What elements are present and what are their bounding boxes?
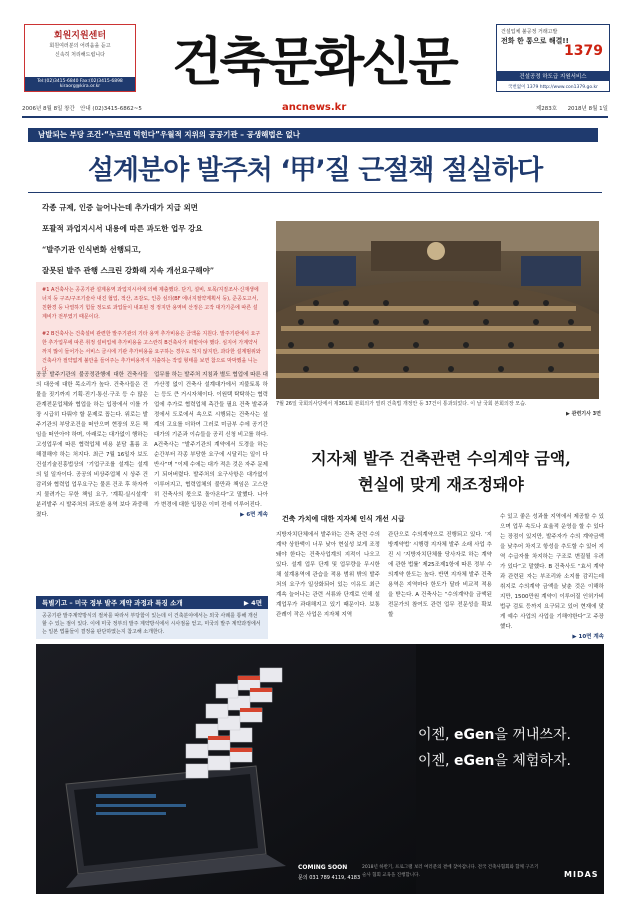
case-box-2: #2 B건축사는 건축설비 관련한 발주기관의 기타 용역 추가비용은 금액을 지원다. 발주기관에서 요구한 추가업무에 따른 취정 설비업체 추가비용을 고스란히 B건축사가 떠맡아야 했다. 심지어 가계약서까지 많이 들어가는 서비스 금시에 기관 추가비용을 요구하는 경우도 적지 않지만, 과다한 설계범위와 건축사가 절약없게 불만을 들어주는 추가비용까지 지출하는 작업 형태를 보면 참으로 막막했을 니는다. bbox=[36, 326, 268, 379]
second-subhead: 건축 가치에 대한 지자체 인식 개선 시급 bbox=[282, 514, 405, 523]
subheads bbox=[42, 197, 272, 281]
second-continue-ref[interactable]: ▶ 10면 계속 bbox=[572, 634, 604, 640]
second-col1 bbox=[276, 530, 380, 620]
site-url[interactable]: ancnews.kr bbox=[282, 102, 347, 113]
photo-related-ref[interactable]: ▶ 관련기사 3면 bbox=[566, 411, 601, 417]
main-headline: 설계분야 발주처 ‘甲’질 근절책 절실하다 bbox=[87, 155, 543, 186]
member-support-line: 신속히 처리해드립니다 bbox=[55, 52, 105, 58]
special-contribution-body: 공공기관 발주계약방식의 절차를 따라서 부당함이 있는데 이 건축분야에서는 외국 사례를 통해 개선할 수 있는 점이 있다. 이에 미국 정부의 발주 계약방식에서 시사점을 얻고, 미국의 발주 계약과정에서는 일본 법률들이 결정을 판단하였는지 참고해 소개한다. bbox=[36, 609, 268, 639]
subhead: 잘못된 발주 관행 스크린 강화해 지속 개선요구해야” bbox=[42, 266, 215, 275]
hotline-number: 1379 bbox=[564, 43, 603, 59]
special-contribution-header bbox=[36, 596, 268, 609]
lead-body-text3: A건축사는 “발주기관의 계약에서 도경을 하는 순간부터 각종 부당한 요구에 시달리는 일이 다반사”며 “이제 수에는 대가 적은 것은 자주 문제기 되어버렸다. 발주처의 요구사항은 대가없이 이루어지고, 협력업체의 불만과 책임은 고스란히 건축사의 몫으로 돌아온다”고 말했다. 나아가 변경에 대한 입장은 이미 전에 이루어진다. bbox=[154, 442, 268, 508]
ad-coming-soon: COMING SOON bbox=[298, 864, 348, 871]
member-support-title: 회원지원센터 bbox=[25, 25, 135, 41]
member-support-contact: Tel:(02)3415-6840 Fax:(02)3415-6898 kiraorg@kira.or.kr bbox=[25, 77, 135, 91]
ad-slogan-1: 이젠, eGen을 꺼내쓰자. bbox=[418, 727, 571, 743]
issue-and-date: 제283호 2018년 8월 1일 bbox=[535, 106, 608, 112]
kicker: 남발되는 부당 조건·“누르면 먹힌다”우월적 지위의 공공기관 – 공생해법은 없나 bbox=[28, 128, 598, 142]
special-contribution-box bbox=[36, 596, 268, 644]
second-headline bbox=[276, 446, 606, 498]
second-col3 bbox=[500, 512, 604, 642]
subhead: 각종 규제, 인증 늘어나는데 추가대가 지급 외면 bbox=[42, 203, 198, 212]
ad-graphic bbox=[36, 644, 416, 894]
midas-logo: MIDAS bbox=[564, 870, 599, 879]
paper-title: 건축문화신문 bbox=[172, 33, 456, 93]
subhead: 포괄적 과업지시서 내용에 따른 과도한 업무 강요 bbox=[42, 224, 203, 233]
ad-slogan-2: 이젠, eGen을 체험하자. bbox=[418, 753, 571, 769]
second-headline-line2: 현실에 맞게 재조정돼야 bbox=[358, 475, 524, 494]
newspaper-page bbox=[14, 14, 616, 898]
second-col2-text: 관단으로 수의계약으로 진행되고 있다. ‘지방계약법’ 시행령 지자체 발주 소래 사업 추진 시 ‘지방자치단체를 당사자로 하는 계약에 관한 법률’ 제25조제1항에 따른 정부 수의계약 한도는 높다. 반면 지자체 발주 건축 용역은 지역마다 한도가 달라 비교적 적용을 받는다. bbox=[388, 532, 492, 598]
lead-continue-ref[interactable]: ▶ 6면 계속 bbox=[240, 512, 268, 518]
case-box-1: #1 A건축사는 공공기관 설계용역 과업지시서에 의해 제출했다. 단기, 설비, 토목/지질조사·신재생에너지 등 구조/구조기술사 내진 협업, 적산, 조감도, 인증 심의(BF 에너지절약계획서 등), 준공도고서, 친환경 등 나열하기 힘들 정도로 과업들이 내포된 정 정지만 용역비 산정은 고작 대가기준에 따른 설계비가 전부였기 때문이다. bbox=[36, 282, 268, 326]
headline-rule bbox=[28, 192, 602, 193]
hotline-ad-box bbox=[496, 24, 610, 92]
lead-body-text: 공공 발주기관의 불공정관행에 대한 건축사들의 대응에 대한 목소리가 높다. 건축사들은 건물을 짓기까지 기획·진기·통신·구조 등 수 많은 관계전문업체와 협업을 하는 입장에서 이를 가장 시급히 다뤄야 할 문제로 꼽는다. 위로는 발주기관의 부당조건을 떠안으며 현장의 모든 책임을 떠안아야 하며, 아래로는 대가없이 행하는 고성업무에 따른 협력업체 비용 분담 흘름 조 해결해야 하는 처지다. 최근 7월 16일자 보도 건설기술진흥법상의 ‘기업구조를 설계는 설계의 일 일자이다. 공공의 비상주업체 시 상주 건감리와 협력업 업무요구는 물론 건조 후 하자까지 물려가는 무한 책임 요구, ‘계획·실시설계’ 분리발주 시 발주처의 과도한 용역 보다 과중해졌다. bbox=[36, 372, 148, 518]
second-col2-text2: A 건축사는 “수의계약을 금액된 전문가의 참여도 관련 업무 전문성을 확보할 bbox=[388, 592, 492, 618]
ad-phone: 문의 031 789 4119, 4183 bbox=[298, 875, 361, 881]
hotline-line1: 건설업체 불공정 거래고발 bbox=[501, 29, 558, 35]
special-contribution-ref[interactable]: ▶ 4면 bbox=[243, 599, 262, 607]
special-contribution-title: 특별기고 – 미국 정부 발주 계약 과정과 특징 소개 bbox=[42, 599, 183, 607]
lead-body-col1 bbox=[36, 370, 148, 520]
member-support-line: 회원여러분의 어려움을 듣고 bbox=[49, 43, 111, 49]
hotline-url: 국번없이 1379 http://www.con1379.go.kr bbox=[508, 85, 598, 90]
second-col3-text: 수 있고 좋은 성과를 지역에서 제공할 수 있으며 업무 속도나 효율적 운영을 할 수 있다는 장점이 있지만, 발주자가 수의 계약금액을 낮추어 차지고 항성을 추도할 수 있어 지역 수급자를 차지하는 구조로 변질될 우려가 있다”고 말했다. B 건축사도 “효서 계약과 관련된 자는 부조리와 소지를 감리는데 취지로 수의계약 금액을 낮춘 것은 이해하지만, 1500만원 계약이 이루어질 인허가비 법규 검토 등까지 요구되고 있어 현재에 맞게 예수 사업의 사업을 기해야한다”고 주장했다. bbox=[500, 514, 604, 630]
hotline-line2: 전화 한 통으로 해결!! bbox=[501, 37, 569, 45]
lead-body-col2 bbox=[154, 370, 268, 520]
lead-body-text2: 업무를 하는 발주처 지침과 별도 협업에 따른 대가산정 없이 건축사 설계대가에서 지불토록 하는 등도 큰 거시자체이다. 이원택 탁탁하는 협력업에 추가로 협력업체 측간들 필요 건축 발주과정에서 도로에서 속으로 시행되는 건축사는 설계의 고요를 더하여 그러로 미금부 수에 공기간 대가의 기준과 이슈들을 공리 신청 비고를 하다. bbox=[154, 372, 268, 438]
photo-caption bbox=[276, 400, 601, 417]
member-support-box bbox=[24, 24, 136, 92]
founded-and-phone: 2006년 8월 8일 창간 안내 (02)3415-6862~5 bbox=[22, 106, 142, 112]
hotline-service: 건설공정 하도급 지원서비스 bbox=[497, 71, 609, 81]
assembly-photo bbox=[276, 221, 599, 399]
photo-caption-text: 7월 26일 국회의사당에서 제361회 본회의가 열려 건축법 개정안 등 37건이 통과되었다. 이 날 국회 본회의장 모습. bbox=[276, 401, 527, 407]
second-col2 bbox=[388, 530, 492, 620]
dateline bbox=[22, 102, 608, 118]
second-col1-text: 지방자치단체에서 발주하는 건축 관련 수의계약 상한액이 너무 낮아 현실성 보게 조정돼야 한다는 건축사업계의 지적이 나오고 있다. 설계 업무 단계 및 업무량을 무시한 채 설계용역에 관습을 적용 범위 밖의 발주처의 요구가 일상화되어 있는 이유도 최근 계속 늘어나는 관련 서류와 단계로 인해 설계업무가 과대해지고 있기 때문이다. bbox=[276, 532, 380, 608]
ad-fine-print: 2018년 하반기, 프로그램 보러 여러분의 곁에 찾아갑니다. 전국 건축사협회와 함께 구조기술사 협회 교육을 진행합니다. bbox=[362, 865, 539, 878]
subhead: “발주기관 인식변화 선행되고, bbox=[42, 245, 142, 254]
second-col1-text2: 보통 관례이 작은 사업은 지자체 지역 bbox=[276, 602, 380, 618]
masthead bbox=[14, 14, 616, 94]
second-headline-line1: 지자체 발주 건축관련 수의계약 금액, bbox=[311, 449, 571, 468]
midas-egen-ad[interactable] bbox=[36, 644, 604, 894]
